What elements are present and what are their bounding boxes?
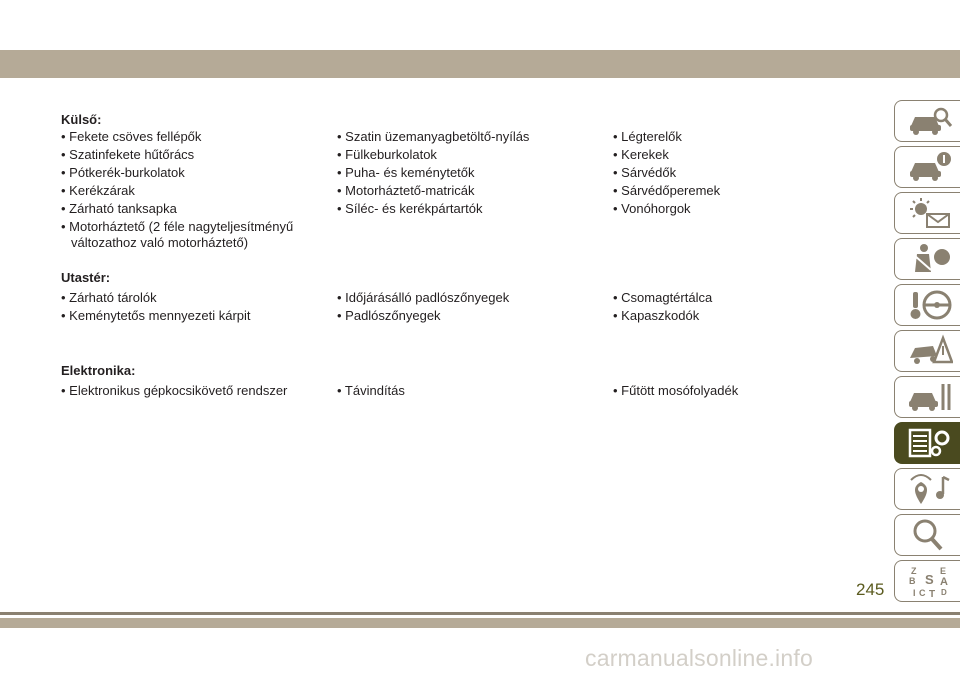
car-info-icon [907,150,953,184]
alphabet-index-icon [907,564,953,598]
list-item-continuation: változathoz való motorháztető) [71,235,249,250]
svg-text:I: I [912,588,916,598]
footer-band [0,618,960,628]
list-item: • Puha- és keménytetők [337,165,475,180]
car-search-icon [907,104,953,138]
car-crash-warning-icon [907,334,953,368]
list-item: • Zárható tárolók [61,290,157,305]
footer-line [0,612,960,615]
list-item: • Szatin üzemanyagbetöltő-nyílás [337,129,530,144]
list-item: • Csomagtértálca [613,290,713,305]
svg-text:B: B [908,576,915,586]
car-tools-icon [907,380,953,414]
section-title-exterior: Külső: [61,112,102,127]
list-item: • Motorháztető-matricák [337,183,475,198]
tab-starting[interactable] [894,284,960,326]
section-title-interior: Utastér: [61,270,111,285]
tab-index[interactable] [894,514,960,556]
list-item: • Fekete csöves fellépők [61,129,202,144]
list-item: • Időjárásálló padlószőnyegek [337,290,510,305]
list-item: • Padlószőnyegek [337,308,441,323]
svg-text:D: D [940,588,947,597]
list-item: • Sárvédők [613,165,677,180]
list-item-text: • Motorháztető (2 féle nagyteljesítményű [61,219,294,234]
list-item: • Szatinfekete hűtőrács [61,147,195,162]
list-item: • Keménytetős mennyezeti kárpit [61,308,251,323]
page-number: 245 [856,580,885,599]
svg-text:A: A [939,576,948,588]
header-band [0,50,960,78]
tab-car-search[interactable] [894,100,960,142]
list-settings-icon [907,426,953,460]
multimedia-location-music-icon [907,472,953,506]
section-title-electronics: Elektronika: [61,363,136,378]
list-item: • Pótkerék-burkolatok [61,165,185,180]
list-item: • Síléc- és kerékpártartók [337,201,483,216]
svg-text:E: E [939,566,946,576]
list-item: • Zárható tanksapka [61,201,177,216]
svg-text:T: T [928,589,935,598]
list-item: • Fűtött mosófolyadék [613,383,739,398]
tab-warning-lights[interactable] [894,192,960,234]
warning-light-mail-icon [907,196,953,230]
list-item: • Vonóhorgok [613,201,691,216]
list-item: • Fülkeburkolatok [337,147,437,162]
svg-text:Z: Z [910,566,916,576]
list-item: • Sárvédőperemek [613,183,721,198]
tab-alphabetical-index[interactable] [894,560,960,602]
magnifier-icon [907,518,953,552]
list-item [61,219,293,251]
airbag-person-icon [907,242,953,276]
tab-emergency[interactable] [894,330,960,372]
list-item: • Kerékzárak [61,183,135,198]
steering-wheel-key-icon [907,288,953,322]
list-item: • Kapaszkodók [613,308,700,323]
svg-text:C: C [918,588,925,598]
list-item: • Légterelők [613,129,682,144]
tab-technical-specs[interactable] [894,422,960,464]
tab-multimedia[interactable] [894,468,960,510]
tab-safety[interactable] [894,238,960,280]
list-item: • Távindítás [337,383,405,398]
list-item: • Elektronikus gépkocsikövető rendszer [61,383,288,398]
watermark: carmanualsonline.info [585,645,813,671]
tab-car-info[interactable] [894,146,960,188]
list-item: • Kerekek [613,147,669,162]
tab-maintenance[interactable] [894,376,960,418]
svg-text:S: S [924,572,934,587]
